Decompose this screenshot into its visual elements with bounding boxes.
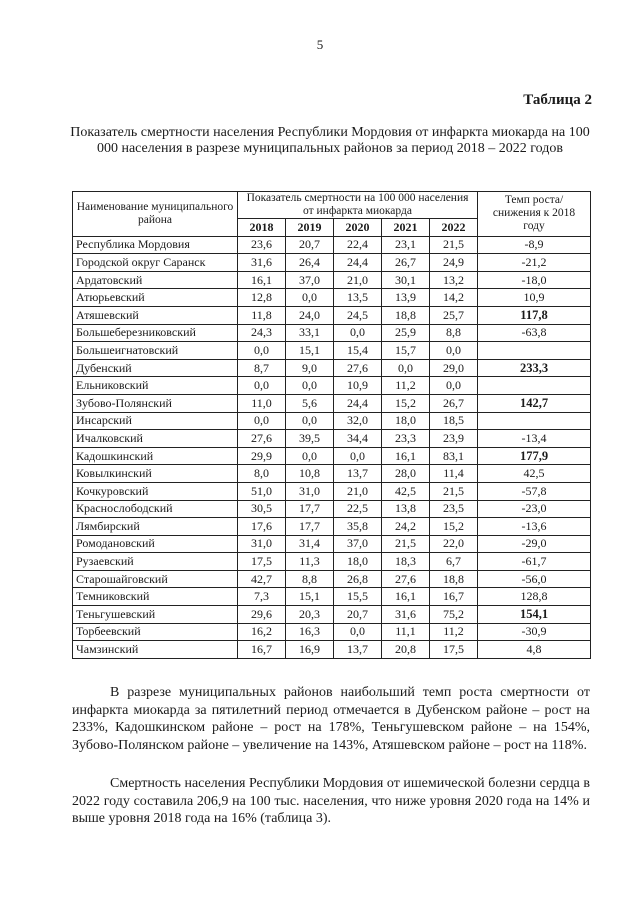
growth-rate: 154,1 [478,606,591,624]
district-name: Торбеевский [73,623,238,641]
mortality-value: 20,8 [382,641,430,659]
table-row [73,306,591,324]
district-name: Дубенский [73,359,238,377]
mortality-value: 10,8 [286,465,334,483]
table-row [73,359,591,377]
table-row [73,394,591,412]
growth-rate: 42,5 [478,465,591,483]
mortality-value: 11,4 [430,465,478,483]
mortality-value: 30,1 [382,271,430,289]
mortality-value: 18,0 [334,553,382,571]
mortality-value: 26,7 [382,254,430,272]
mortality-value: 25,9 [382,324,430,342]
mortality-value: 0,0 [334,623,382,641]
mortality-value: 13,8 [382,500,430,518]
mortality-value: 24,2 [382,518,430,536]
year-header: 2020 [334,219,382,237]
header-indicator: Показатель смертности на 100 000 населения от инфаркта миокарда [238,192,478,219]
table-row [73,623,591,641]
header-rate: Темп роста/снижения к 2018 году [478,192,591,237]
mortality-value: 39,5 [286,430,334,448]
mortality-value: 8,7 [238,359,286,377]
district-name: Ельниковский [73,377,238,395]
district-name: Ковылкинский [73,465,238,483]
mortality-value: 31,4 [286,535,334,553]
mortality-value: 32,0 [334,412,382,430]
table-row [73,553,591,571]
mortality-value: 12,8 [238,289,286,307]
mortality-value: 31,0 [238,535,286,553]
mortality-value: 27,6 [382,570,430,588]
district-name: Кадошкинский [73,447,238,465]
paragraph-growth-summary: В разрезе муниципальных районов наибольший темп роста смертности от инфаркта миокарда за пятилетний период отмечается в Дубенском районе – рост на 233%, Кадошкинском районе – рост на 178%, Теньгушевском районе – на 154%, Зубово-Полянском районе – увеличение на 143%, Атяшевском районе – рост на 118%. [72,685,590,753]
district-name: Чамзинский [73,641,238,659]
mortality-value: 51,0 [238,482,286,500]
mortality-value: 37,0 [334,535,382,553]
district-name: Кочкуровский [73,482,238,500]
table-row [73,482,591,500]
district-name: Краснослободский [73,500,238,518]
mortality-value: 37,0 [286,271,334,289]
growth-rate: -13,6 [478,518,591,536]
mortality-value: 17,6 [238,518,286,536]
mortality-value: 16,1 [238,271,286,289]
table-row [73,500,591,518]
mortality-value: 15,2 [382,394,430,412]
table-label: Таблица 2 [523,92,592,108]
mortality-value: 23,5 [430,500,478,518]
growth-rate: 4,8 [478,641,591,659]
mortality-table [72,191,591,659]
mortality-value: 21,5 [430,482,478,500]
year-header: 2019 [286,219,334,237]
mortality-value: 24,4 [334,394,382,412]
mortality-value: 24,3 [238,324,286,342]
mortality-value: 17,5 [238,553,286,571]
growth-rate: -13,4 [478,430,591,448]
district-name: Темниковский [73,588,238,606]
mortality-value: 0,0 [286,412,334,430]
mortality-value: 23,1 [382,236,430,254]
table-row [73,324,591,342]
growth-rate: 10,9 [478,289,591,307]
table-row [73,377,591,395]
mortality-value: 13,7 [334,641,382,659]
district-name: Старошайговский [73,570,238,588]
mortality-value: 13,5 [334,289,382,307]
mortality-value: 30,5 [238,500,286,518]
district-name: Большеберезниковский [73,324,238,342]
district-name: Атяшевский [73,306,238,324]
table-row [73,606,591,624]
growth-rate: -8,9 [478,236,591,254]
table-row [73,588,591,606]
growth-rate [478,412,591,430]
mortality-value: 0,0 [430,377,478,395]
growth-rate [478,342,591,360]
growth-rate: -18,0 [478,271,591,289]
mortality-value: 8,8 [286,570,334,588]
growth-rate: -63,8 [478,324,591,342]
mortality-value: 24,4 [334,254,382,272]
mortality-value: 0,0 [334,447,382,465]
mortality-value: 16,1 [382,447,430,465]
district-name: Ардатовский [73,271,238,289]
mortality-value: 13,2 [430,271,478,289]
page-number: 5 [316,37,324,52]
mortality-value: 11,0 [238,394,286,412]
district-name: Теньгушевский [73,606,238,624]
mortality-value: 31,6 [382,606,430,624]
mortality-value: 20,7 [286,236,334,254]
mortality-value: 21,0 [334,482,382,500]
table-row [73,412,591,430]
table-row [73,342,591,360]
table-row [73,518,591,536]
mortality-value: 15,5 [334,588,382,606]
mortality-value: 10,9 [334,377,382,395]
mortality-value: 25,7 [430,306,478,324]
growth-rate: 128,8 [478,588,591,606]
mortality-value: 0,0 [286,289,334,307]
table-body [73,236,591,658]
mortality-value: 0,0 [238,377,286,395]
mortality-value: 6,7 [430,553,478,571]
district-name: Зубово-Полянский [73,394,238,412]
district-name: Большеигнатовский [73,342,238,360]
mortality-value: 83,1 [430,447,478,465]
mortality-value: 22,0 [430,535,478,553]
growth-rate: -61,7 [478,553,591,571]
mortality-value: 28,0 [382,465,430,483]
table-row [73,289,591,307]
mortality-value: 24,9 [430,254,478,272]
mortality-value: 15,4 [334,342,382,360]
growth-rate: 117,8 [478,306,591,324]
mortality-value: 20,3 [286,606,334,624]
growth-rate: -29,0 [478,535,591,553]
mortality-value: 11,2 [430,623,478,641]
mortality-value: 27,6 [334,359,382,377]
table-row [73,447,591,465]
mortality-value: 0,0 [382,359,430,377]
mortality-value: 15,2 [430,518,478,536]
mortality-value: 27,6 [238,430,286,448]
district-name: Ичалковский [73,430,238,448]
year-header: 2022 [430,219,478,237]
mortality-value: 17,7 [286,500,334,518]
growth-rate: -21,2 [478,254,591,272]
mortality-value: 14,2 [430,289,478,307]
mortality-value: 16,1 [382,588,430,606]
mortality-value: 5,6 [286,394,334,412]
table-row [73,430,591,448]
mortality-value: 22,4 [334,236,382,254]
year-header: 2021 [382,219,430,237]
mortality-value: 0,0 [238,342,286,360]
table-row [73,271,591,289]
mortality-value: 15,7 [382,342,430,360]
mortality-value: 33,1 [286,324,334,342]
growth-rate: 177,9 [478,447,591,465]
table-row [73,535,591,553]
growth-rate: 233,3 [478,359,591,377]
district-name: Рузаевский [73,553,238,571]
mortality-value: 16,7 [430,588,478,606]
growth-rate [478,377,591,395]
mortality-value: 18,8 [430,570,478,588]
mortality-value: 0,0 [430,342,478,360]
mortality-value: 16,9 [286,641,334,659]
mortality-value: 23,9 [430,430,478,448]
mortality-value: 13,9 [382,289,430,307]
mortality-value: 8,0 [238,465,286,483]
mortality-value: 20,7 [334,606,382,624]
mortality-value: 31,6 [238,254,286,272]
mortality-value: 31,0 [286,482,334,500]
growth-rate: -23,0 [478,500,591,518]
mortality-value: 7,3 [238,588,286,606]
district-name: Лямбирский [73,518,238,536]
mortality-value: 0,0 [286,447,334,465]
mortality-value: 18,5 [430,412,478,430]
district-name: Инсарский [73,412,238,430]
mortality-value: 0,0 [286,377,334,395]
mortality-value: 26,7 [430,394,478,412]
mortality-value: 0,0 [238,412,286,430]
mortality-value: 21,5 [430,236,478,254]
paragraph-ischemic-summary: Смертность населения Республики Мордовия от ишемической болезни сердца в 2022 году составила 206,9 на 100 тыс. населения, что ниже уровня 2020 года на 14% и выше уровня 2018 года на 16% (таблица 3). [72,776,590,827]
table-row [73,465,591,483]
mortality-value: 24,5 [334,306,382,324]
mortality-value: 29,6 [238,606,286,624]
mortality-value: 34,4 [334,430,382,448]
mortality-value: 11,2 [382,377,430,395]
growth-rate: -56,0 [478,570,591,588]
mortality-value: 24,0 [286,306,334,324]
mortality-value: 16,3 [286,623,334,641]
mortality-value: 11,3 [286,553,334,571]
mortality-value: 18,0 [382,412,430,430]
mortality-value: 22,5 [334,500,382,518]
mortality-value: 29,0 [430,359,478,377]
growth-rate: 142,7 [478,394,591,412]
table-row [73,570,591,588]
mortality-value: 23,6 [238,236,286,254]
mortality-value: 11,8 [238,306,286,324]
mortality-value: 35,8 [334,518,382,536]
growth-rate: -57,8 [478,482,591,500]
mortality-value: 29,9 [238,447,286,465]
mortality-value: 13,7 [334,465,382,483]
table-row [73,254,591,272]
mortality-value: 15,1 [286,342,334,360]
district-name: Ромодановский [73,535,238,553]
mortality-value: 15,1 [286,588,334,606]
mortality-value: 11,1 [382,623,430,641]
mortality-value: 0,0 [334,324,382,342]
mortality-value: 21,5 [382,535,430,553]
district-name: Республика Мордовия [73,236,238,254]
mortality-value: 42,5 [382,482,430,500]
mortality-value: 17,5 [430,641,478,659]
table-row [73,641,591,659]
table-caption: Показатель смертности населения Республики Мордовия от инфаркта миокарда на 100 000 населения в разрезе муниципальных районов за период 2018 – 2022 годов [70,125,590,156]
mortality-value: 21,0 [334,271,382,289]
header-name: Наименование муниципального района [73,192,238,237]
year-header: 2018 [238,219,286,237]
mortality-value: 18,8 [382,306,430,324]
district-name: Городской округ Саранск [73,254,238,272]
mortality-value: 9,0 [286,359,334,377]
district-name: Атюрьевский [73,289,238,307]
growth-rate: -30,9 [478,623,591,641]
mortality-value: 8,8 [430,324,478,342]
mortality-value: 16,2 [238,623,286,641]
mortality-value: 75,2 [430,606,478,624]
mortality-value: 17,7 [286,518,334,536]
mortality-value: 18,3 [382,553,430,571]
mortality-value: 42,7 [238,570,286,588]
mortality-value: 16,7 [238,641,286,659]
mortality-value: 26,8 [334,570,382,588]
mortality-value: 26,4 [286,254,334,272]
mortality-value: 23,3 [382,430,430,448]
table-row [73,236,591,254]
